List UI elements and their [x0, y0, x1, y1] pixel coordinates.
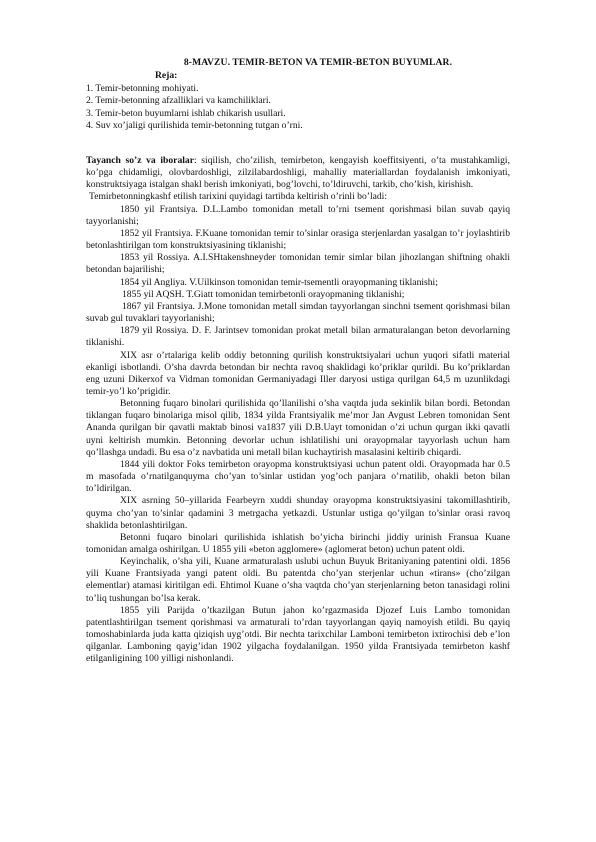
keywords-paragraph [86, 155, 510, 191]
plan-item: 1. Temir-betonning mohiyati. [86, 83, 199, 94]
keywords-text: : siqilish, cho’zilish, temirbeton, kengayish koeffitsiyenti, o’ta mustahkamligi, ko’pga chidamligi, olovbardoshligi, zilzilabardoshligi, mahalliy materiallardan foydalanish imkoniyati, konstruktsiyaga istalgan shakl berish imkoniyati, bog’lovchi, to’ldiruvchi, tarkib, cho’kish, kirishish. [86, 155, 510, 191]
body-paragraph: 1855 yil AQSH. T.Giatt tomonidan temirbetonli orayopmaning tiklanishi; [122, 288, 405, 300]
body-paragraph: XIX asr o’rtalariga kelib oddiy betonning qurilish konstruktsiyalari uchun yuqori sifatli material ekanligi isbotlandi. O’sha davrda betondan bir nechta ravoq shaklidagi ko’priklar qurildi. Bu ko’priklardan eng uzuni Dikerxof va Vidman tomonidan Germaniyadagi Iller daryosi ustiga qurilgan 64,5 m uzunlikdagi temir-yo’l ko’prigidir. [86, 349, 510, 397]
body-paragraph: XIX asrning 50–yillarida Fearbeyrn xuddi shunday orayopma konstruktsiyasini takomillashtirib, quyma cho’yan to’sinlar qadamini 3 metrgacha yetkazdi. Ustunlar ustiga qo’yilgan to’sinlar orasi ravoq shaklida betonlashtirilgan. [86, 495, 510, 531]
plan-label: Reja: [155, 70, 178, 81]
plan-item: 4. Suv xo’jaligi qurilishida temir-betonning tutgan o’rni. [86, 119, 303, 131]
body-paragraph: 1844 yili doktor Foks temirbeton orayopma konstruktsiyasi uchun patent oldi. Orayopmada har 0.5 m masofada o’rnatilganquуma cho’yan to’sinlar ustidan yog’och panjara o’rnatilib, ohakli beton bilan to’ldirilgan. [86, 458, 510, 495]
body-paragraph: Keyinchalik, o’sha yili, Kuane armaturalash uslubi uchun Buyuk Britaniyaning patentini oldi. 1856 yili Kuane Frantsiyada yangi patent oldi. Bu patentda cho’yan sterjenlar uchun «tirans» (cho’zilgan elementlar) atamasi kiritilgan edi. Ehtimol Kuane o’sha vaqtda cho’yan sterjenlarning beton tanasidagi rolini to’liq tushungan bo’lsa kerak. [86, 556, 510, 604]
plan-item: 2. Temir-betonning afzalliklari va kamchiliklari. [86, 95, 271, 107]
plan-list [86, 83, 510, 132]
body-paragraph: 1854 yil Angliya. V.Uilkinson tomonidan temir-tsementli orayopmaning tiklanishi; [120, 276, 438, 288]
document-body [86, 155, 510, 666]
paragraph-list [86, 191, 510, 665]
body-paragraph: 1867 yil Frantsiya. J.Mone tomonidan metall simdan tayyorlangan sinchni tsement qorishmasi bilan suvab gul tuvaklari tayyorlanishi; [86, 300, 510, 325]
body-paragraph: 1855 yili Parijda o’tkazilgan Butun jahon ko’rgazmasida Djozef Luis Lambo tomonidan patentlashtirilgan tsement qorishmasi va armaturali to’rdan tayyorlangan qayiq namoyish etildi. Bu qayiq tomoshabinlarda juda katta qiziqish uyg’otdi. Bir nechta tarixchilar Lamboni temirbeton ixtirochisi deb e’lon qilganlar. Lamboning qayig’idan 1902 yilgacha foydalanilgan. 1950 yilda Frantsiyada temirbeton kashf etilganligining 100 yilligi nishonlandi. [86, 604, 510, 665]
body-paragraph: Betonning fuqaro binolari qurilishida qo’llanilishi o’sha vaqtda juda sekinlik bilan bordi. Betondan tiklangan fuqaro binolariga misol qilib, 1834 yilda Frantsiyalik me’mor Jan Avgust Lebren tomonidan Sent Ananda qurilgan bir qavatli maktab binosi va1837 yili D.B.Uayt tomonidan o’zi uchun qurgan ikki qavatli uyni keltirish mumkin. Betonning devorlar uchun ishlatilishi uni orayopmalar tayyorlash uchun ham qo’llashga undadi. Bu esa o’z navbatida uni metall bilan kuchaytirish masalasini keltirib chiqardi. [86, 398, 510, 458]
document-title: 8-MAVZU. TEMIR-BETON VA TEMIR-BETON BUYUMLAR. [183, 57, 453, 68]
body-paragraph: Temirbetonningkashf etilish tarixini quyidagi tartibda keltirish o’rinli bo’ladi: [89, 191, 388, 203]
body-paragraph: 1852 yil Frantsiya. F.Kuane tomonidan temir to’sinlar orasiga sterjenlardan yasalgan to’r joylashtirib betonlashtirilgan tom konstruktsiyasining tiklanishi; [86, 227, 510, 252]
body-paragraph: 1879 yil Rossiya. D. F. Jarintsev tomonidan prokat metall bilan armaturalangan beton devorlarning tiklanishi. [86, 325, 510, 349]
keywords-label: Tayanch so’z va iboralar [86, 155, 194, 166]
body-paragraph: 1853 yil Rossiya. A.I.SHtakenshneyder tomonidan temir simlar bilan jihozlangan shiftning ohakli betondan bajarilishi; [86, 252, 510, 276]
body-paragraph: Betonni fuqaro binolari qurilishida ishlatish bo’yicha birinchi jiddiy urinish Fransua Kuane tomonidan amalga oshirilgan. U 1855 yili «beton agglomere» (aglomerat beton) uchun patent oldi. [86, 531, 510, 555]
body-paragraph: 1850 yil Frantsiya. D.L.Lambo tomonidan metall to’rni tsement qorishmasi bilan suvab qayiq tayyorlanishi; [86, 203, 510, 227]
plan-item: 3. Temir-beton buyumlarni ishlab chikarish usullari. [86, 107, 286, 119]
